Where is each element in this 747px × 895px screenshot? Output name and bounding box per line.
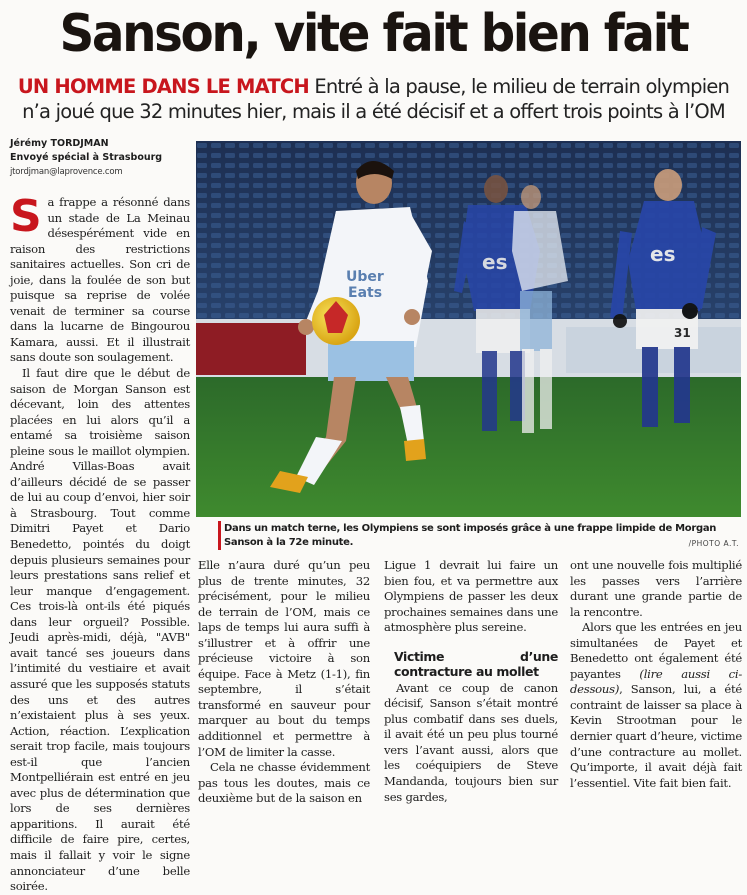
paragraph-7: ont une nouvelle fois multiplié les passes vers l’arrière durant une grande partie de la rencontre. — [570, 558, 742, 619]
ad-board-red — [196, 323, 306, 375]
paragraph-2: Il faut dire que le début de saison de Morgan Sanson est décevant, loin des attentes placées en lui alors qu’il a entamé sa troisième saison pleine sous le maillot olympien. André Villas-Boas avait d’ailleurs décidé de se passer de lui au coup d’envoi, hier soir à Strasbourg. Tout comme Dimitri Payet et Dario Benedetto, pointés du doigt depuis plusieurs semaines pour leurs prestations sans relief et leur manque d’engagement. Ces trois-là ont-ils été piqués dans leur orgueil? Possible. Jeudi après-midi, déjà, "AVB" avait tancé ses joueurs dans l’intimité du vestiaire et avait assuré que les supposés statuts des uns et des autres n’existaient plus à ses yeux. Action, réaction. L’explication serait trop facile, mais toujours est-il que l’ancien Montpelliérain est entré en jeu avec plus de détermination que lors de ses dernières apparitions. Il aurait été difficile de faire pire, certes, mais il fallait y voir le signe annonciateur d’une belle soirée. — [10, 366, 190, 894]
author-email[interactable]: jtordjman@laprovence.com — [10, 167, 123, 177]
ball — [312, 297, 360, 345]
byline — [10, 137, 190, 179]
match-photo — [196, 141, 741, 517]
column-2 — [198, 558, 370, 806]
paragraph-6: Avant ce coup de canon décisif, Sanson s’était montré plus combatif dans ses duels, il avait été un peu plus tourné vers l’avant aussi, alors que les coéquipiers de Steve Mandanda, toujours bien sur ses gardes, — [384, 680, 558, 804]
author-last: TORDJMAN — [50, 138, 109, 149]
column-1 — [10, 191, 190, 894]
author-role: Envoyé spécial à Strasbourg — [10, 152, 163, 163]
photo-caption: Dans un match terne, les Olympiens se sont imposés grâce à une frappe limpide de Morgan Sanson à la 72e minute. — [224, 523, 717, 548]
dropcap: S — [10, 191, 42, 242]
sponsor-eats: Eats — [348, 285, 383, 301]
sponsor-es-middle: es — [482, 250, 508, 274]
paragraph-1 — [10, 191, 190, 366]
sponsor-es-right: es — [650, 242, 676, 266]
pitch — [196, 377, 741, 517]
paragraph-8-b: , Sanson, lui, a été contraint de laisser sa place à Kevin Strootman pour le dernier quart d’heure, victime d’une contracture au mollet. Qu’importe, il avait déjà fait l’essentiel. Vite fait bien fait. — [570, 682, 742, 790]
paragraph-8-a: Alors que les entrées en jeu simultanées de Payet et Benedetto ont également été payantes — [570, 620, 742, 681]
paragraph-8 — [570, 620, 742, 791]
paragraph-3: Elle n’aura duré qu’un peu plus de trente minutes, 32 précisément, pour le milieu de terrain de l’OM, mais ce laps de temps lui aura suffi à s’illustrer et à offrir une précieuse victoire à son équipe. Face à Metz (1-1), fin septembre, il s’était transformé en sauveur pour marquer au bout du temps additionnel et permettre à l’OM de limiter la casse. — [198, 558, 370, 759]
subhead: Victime d’une contracture au mollet — [394, 648, 558, 679]
author-first: Jérémy — [10, 138, 48, 149]
shirt-number: 31 — [674, 326, 691, 340]
column-4 — [570, 558, 742, 790]
column-3 — [384, 558, 558, 804]
photo-credit: /PHOTO A.T. — [688, 539, 739, 548]
caption-bar — [218, 521, 221, 550]
cross-reference: (lire aussi ci-dessous) — [570, 666, 742, 697]
paragraph-4: Cela ne chasse évidemment pas tous les doutes, mais ce deuxième but de la saison en — [198, 760, 370, 806]
author-name — [10, 137, 190, 151]
headline: Sanson, vite fait bien fait — [59, 4, 688, 64]
paragraph-5: Ligue 1 devrait lui faire un bien fou, et va permettre aux Olympiens de passer les deux prochaines semaines dans une atmosphère plus sereine. — [384, 558, 558, 635]
sponsor-uber: Uber — [346, 269, 384, 285]
kicker: UN HOMME DANS LE MATCH — [17, 75, 309, 98]
deck-text: Entré à la pause, le milieu de terrain olympien n’a joué que 32 minutes hier, mais il a été décisif et a offert trois points à l’OM — [22, 75, 730, 123]
deck — [4, 74, 743, 124]
paragraph-1-text: a frappe a résonné dans un stade de La Meinau désespérément vide en raison des restrictions sanitaires actuelles. Son cri de joie, dans la foulée de son but puisque sa reprise de volée venait de terminer sa course dans la lucarne de Bingourou Kamara, aussi. Et il illustrait sans doute son soulagement. — [10, 195, 190, 365]
